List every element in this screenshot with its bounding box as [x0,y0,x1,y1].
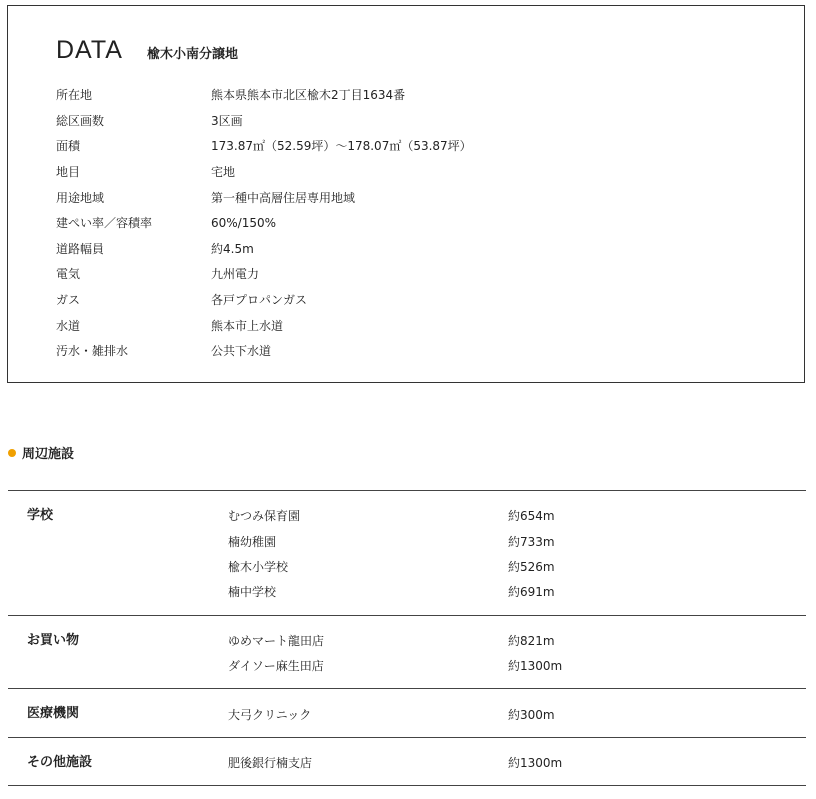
spec-row [56,312,796,338]
facility-distance: 約821m [508,633,555,648]
facility-name: 肥後銀行楠支店 [228,755,313,770]
facility-distance: 約300m [508,707,555,722]
facility-item [228,628,806,653]
facility-name: ダイソー麻生田店 [228,659,324,674]
spec-label: 用途地域 [56,190,105,205]
spec-label: ガス [56,293,81,308]
spec-row [56,338,796,364]
facility-group-shopping [8,616,806,690]
spec-value: 第一種中高層住居専用地域 [211,190,356,205]
spec-label: 地目 [56,165,81,180]
facility-item [228,554,806,579]
facility-items [228,750,806,775]
spec-row [56,133,796,159]
spec-row [56,108,796,134]
spec-label: 水道 [56,318,81,333]
spec-value: 九州電力 [211,267,260,282]
facility-items [228,628,806,679]
facility-distance: 約691m [508,585,555,600]
facility-name: 楠幼稚園 [228,534,277,549]
spec-value: 各戸プロパンガス [211,293,308,308]
facility-name: 楡木小学校 [228,559,289,574]
facility-item [228,579,806,604]
facility-category: 学校 [27,508,54,523]
spec-value: 3区画 [211,113,243,128]
facility-item [228,701,806,726]
facility-group-other [8,738,806,786]
bullet-dot-icon [8,449,16,457]
spec-list [56,82,796,364]
facilities-title: 周辺施設 [22,447,75,462]
facility-name: 楠中学校 [228,585,277,600]
facility-item [228,653,806,678]
spec-value: 熊本県熊本市北区楡木2丁目1634番 [211,88,406,103]
facility-group-schools [8,491,806,616]
facility-item [228,528,806,553]
facility-distance: 約1300m [508,755,563,770]
data-box [7,5,805,383]
spec-value: 約4.5m [211,241,254,256]
spec-row [56,261,796,287]
facility-distance: 約526m [508,559,555,574]
spec-row [56,184,796,210]
facility-name: 大弓クリニック [228,707,312,722]
spec-value: 公共下水道 [211,344,272,359]
spec-label: 建ぺい率／容積率 [56,216,153,231]
spec-value: 173.87㎡（52.59坪）～178.07㎡（53.87坪） [211,139,472,154]
spec-label: 道路幅員 [56,241,105,256]
spec-row [56,210,796,236]
facility-name: むつみ保育園 [228,509,301,524]
facility-distance: 約733m [508,534,555,549]
spec-label: 所在地 [56,88,93,103]
facility-category: お買い物 [27,632,80,648]
facility-group-medical [8,689,806,737]
facility-item [228,503,806,528]
facility-category: その他施設 [27,754,93,770]
spec-row [56,82,796,108]
facility-category: 医療機関 [27,706,80,722]
spec-label: 汚水・雑排水 [56,344,129,359]
spec-value: 熊本市上水道 [211,318,284,333]
spec-row [56,236,796,262]
facility-distance: 約654m [508,509,555,524]
facility-name: ゆめマート龍田店 [228,633,325,648]
spec-value: 宅地 [211,165,236,180]
data-title: DATA [56,36,123,64]
spec-label: 電気 [56,267,81,282]
spec-value: 60%/150% [211,215,277,230]
facilities-table [8,490,806,786]
data-heading [56,36,238,65]
facilities-heading [8,443,74,462]
property-name: 楡木小南分譲地 [146,47,238,62]
spec-label: 面積 [56,139,81,154]
spec-row [56,159,796,185]
facility-item [228,750,806,775]
spec-label: 総区画数 [56,113,105,128]
facility-items [228,701,806,726]
spec-row [56,287,796,313]
facility-distance: 約1300m [508,659,563,674]
facility-items [228,503,806,605]
